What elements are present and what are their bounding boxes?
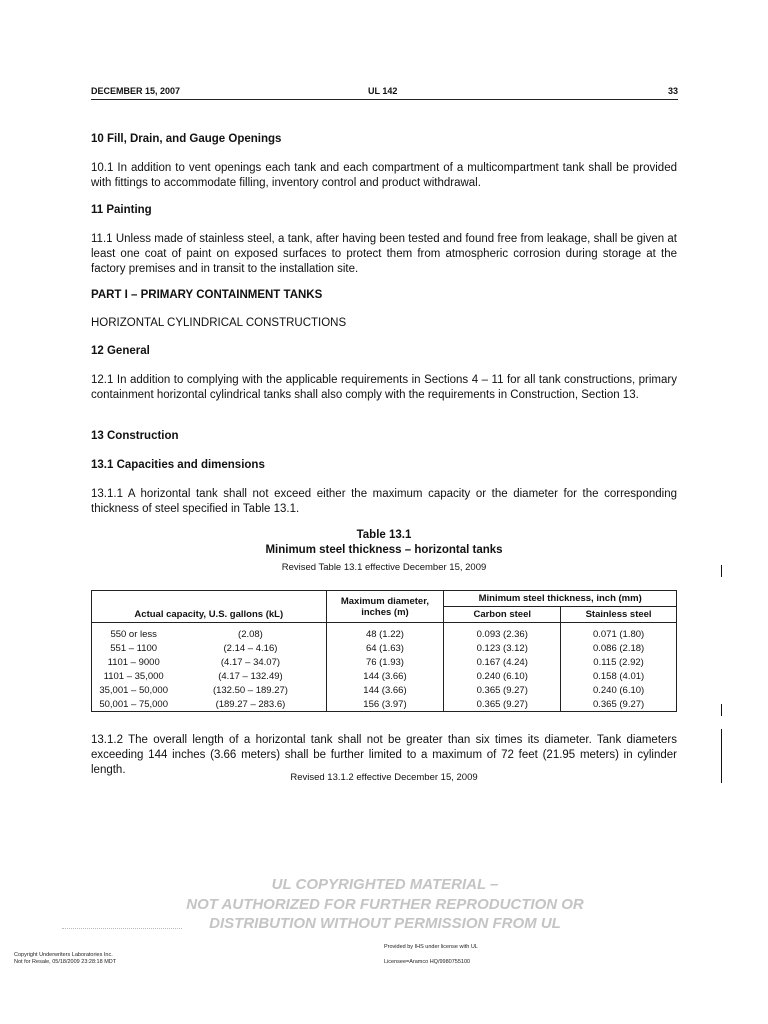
cell-stainless-steel: 0.365 (9.27) xyxy=(561,697,677,712)
header-rule xyxy=(91,99,678,100)
cell-carbon-steel: 0.240 (6.10) xyxy=(444,669,561,683)
cell-capacity-gallons: 50,001 – 75,000 xyxy=(92,697,176,712)
cell-capacity-kl: (4.17 – 34.07) xyxy=(175,655,326,669)
cell-stainless-steel: 0.071 (1.80) xyxy=(561,623,677,642)
cell-capacity-gallons: 551 – 1100 xyxy=(92,641,176,655)
cell-carbon-steel: 0.167 (4.24) xyxy=(444,655,561,669)
table-row xyxy=(92,655,677,669)
faint-dotted-line xyxy=(62,928,182,929)
section-11-heading: 11 Painting xyxy=(91,204,152,216)
footer-provided-line-1: Provided by IHS under license with UL xyxy=(384,944,478,950)
table-label: Table 13.1 xyxy=(356,529,412,541)
cell-capacity-gallons: 550 or less xyxy=(92,623,176,642)
cell-carbon-steel: 0.365 (9.27) xyxy=(444,697,561,712)
column-header-stainless-steel: Stainless steel xyxy=(561,607,677,623)
column-header-thickness-group: Minimum steel thickness, inch (mm) xyxy=(444,591,677,607)
cell-stainless-steel: 0.158 (4.01) xyxy=(561,669,677,683)
table-row xyxy=(92,623,677,642)
cell-carbon-steel: 0.123 (3.12) xyxy=(444,641,561,655)
header-date: DECEMBER 15, 2007 xyxy=(91,86,181,96)
watermark-line-2: NOT AUTHORIZED FOR FURTHER REPRODUCTION OR xyxy=(186,896,584,913)
cell-diameter: 144 (3.66) xyxy=(326,683,444,697)
cell-diameter: 48 (1.22) xyxy=(326,623,444,642)
cell-stainless-steel: 0.086 (2.18) xyxy=(561,641,677,655)
footer-copyright-line-2: Not for Resale, 05/18/2009 23:28:18 MDT xyxy=(14,959,117,965)
table-row xyxy=(92,697,677,712)
cell-stainless-steel: 0.115 (2.92) xyxy=(561,655,677,669)
cell-capacity-kl: (132.50 – 189.27) xyxy=(175,683,326,697)
paragraph-12-1: 12.1 In addition to complying with the applicable requirements in Sections 4 – 11 for all tank constructions, primary containment horizontal cylindrical tanks shall also comply with the requirements in Construction, Section 13. xyxy=(91,374,677,401)
column-header-diameter: Maximum diameter, inches (m) xyxy=(326,591,444,623)
paragraph-10-1: 10.1 In addition to vent openings each tank and each compartment of a multicompartment tank shall be provided with fittings to accommodate filling, inventory control and product withdrawal. xyxy=(91,162,677,189)
cell-carbon-steel: 0.093 (2.36) xyxy=(444,623,561,642)
table-title: Minimum steel thickness – horizontal tanks xyxy=(265,544,503,556)
table-row xyxy=(92,669,677,683)
cell-stainless-steel: 0.240 (6.10) xyxy=(561,683,677,697)
cell-diameter: 64 (1.63) xyxy=(326,641,444,655)
column-header-capacity: Actual capacity, U.S. gallons (kL) xyxy=(92,591,327,623)
cell-capacity-gallons: 1101 – 35,000 xyxy=(92,669,176,683)
watermark-line-1: UL COPYRIGHTED MATERIAL – xyxy=(271,876,499,893)
part-heading: PART I – PRIMARY CONTAINMENT TANKS xyxy=(91,289,323,301)
paragraph-13-1-1: 13.1.1 A horizontal tank shall not exceed either the maximum capacity or the diameter for the corresponding thickness of steel specified in Table 13.1. xyxy=(91,488,677,515)
cell-capacity-kl: (4.17 – 132.49) xyxy=(175,669,326,683)
revision-bar xyxy=(721,565,722,577)
footer-copyright-line-1: Copyright Underwriters Laboratories Inc. xyxy=(14,952,113,958)
paragraph-13-1-2: 13.1.2 The overall length of a horizontal tank shall not be greater than six times its diameter. Tank diameters exceeding 144 inches (3.66 meters) shall be further limited to a maximum of 72 feet (21.95 meters) in cylinder length. xyxy=(91,734,677,776)
cell-diameter: 156 (3.97) xyxy=(326,697,444,712)
section-12-heading: 12 General xyxy=(91,345,150,357)
paragraph-11-1: 11.1 Unless made of stainless steel, a tank, after having been tested and found free from leakage, shall be given at least one coat of paint on exposed surfaces to protect them from atmospheric corrosion during storage at the factory premises and in transit to the installation site. xyxy=(91,233,677,275)
cell-carbon-steel: 0.365 (9.27) xyxy=(444,683,561,697)
cell-capacity-gallons: 1101 – 9000 xyxy=(92,655,176,669)
cell-capacity-kl: (2.14 – 4.16) xyxy=(175,641,326,655)
cell-diameter: 76 (1.93) xyxy=(326,655,444,669)
revision-bar xyxy=(721,704,722,716)
section-13-heading: 13 Construction xyxy=(91,430,179,442)
thickness-table xyxy=(91,590,677,712)
footer-provided-line-2: Licensee=Aramco HQ/9980755100 xyxy=(384,959,471,965)
cell-capacity-gallons: 35,001 – 50,000 xyxy=(92,683,176,697)
header-standard: UL 142 xyxy=(368,86,398,96)
page-number: 33 xyxy=(667,86,678,96)
cell-capacity-kl: (2.08) xyxy=(175,623,326,642)
revision-bar xyxy=(721,729,722,783)
table-row xyxy=(92,683,677,697)
section-10-heading: 10 Fill, Drain, and Gauge Openings xyxy=(91,133,282,145)
cell-diameter: 144 (3.66) xyxy=(326,669,444,683)
section-13-1-heading: 13.1 Capacities and dimensions xyxy=(91,459,265,471)
table-row xyxy=(92,641,677,655)
column-header-carbon-steel: Carbon steel xyxy=(444,607,561,623)
table-revised-note: Revised Table 13.1 effective December 15, 2009 xyxy=(281,562,487,573)
watermark-line-3: DISTRIBUTION WITHOUT PERMISSION FROM UL xyxy=(209,915,561,932)
subpart-heading: HORIZONTAL CYLINDRICAL CONSTRUCTIONS xyxy=(91,317,347,329)
cell-capacity-kl: (189.27 – 283.6) xyxy=(175,697,326,712)
paragraph-13-1-2-revised-note: Revised 13.1.2 effective December 15, 2009 xyxy=(290,772,478,783)
